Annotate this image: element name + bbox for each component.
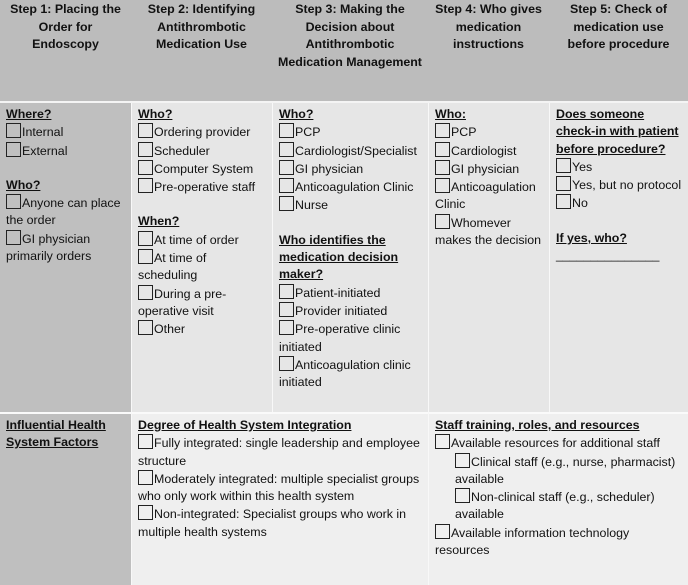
option-label: Internal xyxy=(22,125,64,140)
option-label: Cardiologist xyxy=(451,143,517,158)
step-5-cell xyxy=(549,103,688,412)
checkbox-icon[interactable] xyxy=(279,302,294,317)
checkbox-option[interactable] xyxy=(556,194,683,212)
checkbox-icon[interactable] xyxy=(6,230,21,245)
checkbox-option[interactable] xyxy=(435,488,683,524)
checkbox-option[interactable] xyxy=(6,123,126,141)
option-label: No xyxy=(572,196,588,211)
checkbox-option[interactable] xyxy=(435,142,544,160)
checkbox-icon[interactable] xyxy=(138,160,153,175)
option-label: Non-clinical staff (e.g., scheduler) available xyxy=(455,490,655,522)
option-label: Scheduler xyxy=(154,143,210,158)
section-heading: Who? xyxy=(6,177,41,192)
checkbox-option[interactable] xyxy=(435,453,683,489)
option-label: GI physician primarily orders xyxy=(6,231,92,264)
staff-cell xyxy=(428,412,688,585)
checkbox-icon[interactable] xyxy=(435,142,450,157)
option-label: GI physician xyxy=(295,161,364,176)
checkbox-icon[interactable] xyxy=(138,178,153,193)
checkbox-option[interactable] xyxy=(279,196,423,214)
checkbox-option[interactable] xyxy=(138,231,267,249)
checkbox-icon[interactable] xyxy=(138,231,153,246)
checkbox-icon[interactable] xyxy=(455,453,470,468)
option-label: Clinical staff (e.g., nurse, pharmacist) available xyxy=(455,454,676,486)
option-label: Computer System xyxy=(154,161,254,176)
checkbox-option[interactable] xyxy=(6,230,126,266)
checkbox-option[interactable] xyxy=(279,284,423,302)
checkbox-option[interactable] xyxy=(279,178,423,196)
option-label: During a pre-operative visit xyxy=(138,286,227,318)
step-4-cell xyxy=(428,103,549,412)
checkbox-icon[interactable] xyxy=(435,178,450,193)
section-heading: When? xyxy=(138,214,180,229)
checkbox-option[interactable] xyxy=(138,123,267,141)
checkbox-icon[interactable] xyxy=(279,284,294,299)
option-label: Anyone can place the order xyxy=(6,196,121,228)
option-label: Non-integrated: Specialist groups who work in multiple health systems xyxy=(138,507,407,539)
section-heading: Where? xyxy=(6,107,52,121)
option-label: Available resources for additional staff xyxy=(451,436,660,451)
checkbox-icon[interactable] xyxy=(435,434,450,449)
checkbox-option[interactable] xyxy=(435,160,544,178)
option-label: Fully integrated: single leadership and employee structure xyxy=(138,436,420,468)
checkbox-option[interactable] xyxy=(138,178,267,196)
checkbox-icon[interactable] xyxy=(138,142,153,157)
checkbox-option[interactable] xyxy=(435,123,544,141)
section-heading: Degree of Health System Integration xyxy=(138,418,352,432)
checkbox-icon[interactable] xyxy=(435,214,450,229)
spacer xyxy=(556,213,683,230)
checkbox-option[interactable] xyxy=(6,142,126,160)
checkbox-icon[interactable] xyxy=(138,434,153,449)
section-heading: Does someone check-in with patient before procedure? xyxy=(556,107,679,156)
checkbox-icon[interactable] xyxy=(6,194,21,209)
section-heading: Who: xyxy=(435,107,466,121)
checkbox-option[interactable] xyxy=(279,356,423,392)
option-label: PCP xyxy=(451,125,477,140)
checkbox-option[interactable] xyxy=(435,434,683,452)
checkbox-option[interactable] xyxy=(435,524,683,560)
factors-label-cell xyxy=(0,412,131,585)
checkbox-icon[interactable] xyxy=(6,123,21,138)
checkbox-icon[interactable] xyxy=(138,123,153,138)
step-2-header: Step 2: Identifying Antithrombotic Medication Use xyxy=(131,0,272,103)
checkbox-option[interactable] xyxy=(138,160,267,178)
checkbox-icon[interactable] xyxy=(138,470,153,485)
option-label: Patient-initiated xyxy=(295,285,381,300)
checkbox-option[interactable] xyxy=(435,178,544,214)
integration-cell xyxy=(131,412,428,585)
option-label: Moderately integrated: multiple specialist groups who only work within this health system xyxy=(138,471,420,504)
option-label: PCP xyxy=(295,125,321,140)
spacer xyxy=(138,196,267,213)
checkbox-option[interactable] xyxy=(138,249,267,285)
section-heading: If yes, who? xyxy=(556,230,627,245)
factors-label: Influential Health System Factors xyxy=(6,418,106,450)
option-label: GI physician xyxy=(451,161,520,176)
checkbox-option[interactable] xyxy=(138,434,423,470)
step-5-header: Step 5: Check of medication use before procedure xyxy=(549,0,688,103)
step-3-cell xyxy=(272,103,428,412)
checkbox-option[interactable] xyxy=(279,160,423,178)
option-label: Anticoagulation clinic initiated xyxy=(279,357,411,390)
section-heading: Who identifies the medication decision maker? xyxy=(279,232,399,282)
option-label: Yes xyxy=(572,159,593,174)
option-label: Pre-operative clinic initiated xyxy=(279,322,401,354)
checkbox-option[interactable] xyxy=(556,158,683,176)
option-label: Anticoagulation Clinic xyxy=(435,180,536,212)
checkbox-option[interactable] xyxy=(435,214,544,250)
answer-blank[interactable]: _______________ xyxy=(556,248,660,263)
section-heading: Who? xyxy=(279,107,314,121)
checkbox-icon[interactable] xyxy=(279,178,294,193)
checkbox-icon[interactable] xyxy=(556,158,571,173)
checkbox-icon[interactable] xyxy=(279,142,294,157)
checkbox-option[interactable] xyxy=(138,142,267,160)
option-label: Other xyxy=(154,322,185,337)
option-label: At time of scheduling xyxy=(138,251,207,283)
checkbox-icon[interactable] xyxy=(279,160,294,175)
checkbox-option[interactable] xyxy=(556,176,683,194)
option-label: Whomever makes the decision xyxy=(435,215,542,248)
checkbox-icon[interactable] xyxy=(138,249,153,264)
step-3-header: Step 3: Making the Decision about Antithrombotic Medication Management xyxy=(272,0,428,103)
option-label: Anticoagulation Clinic xyxy=(295,180,414,195)
checkbox-icon[interactable] xyxy=(279,356,294,371)
checkbox-option[interactable] xyxy=(279,320,423,356)
option-label: Available information technology resources xyxy=(435,525,630,558)
checkbox-icon[interactable] xyxy=(435,123,450,138)
step-2-cell xyxy=(131,103,272,412)
checkbox-option[interactable] xyxy=(279,123,423,141)
checkbox-icon[interactable] xyxy=(279,320,294,335)
step-4-header: Step 4: Who gives medication instructions xyxy=(428,0,549,103)
step-1-cell xyxy=(0,103,131,412)
checkbox-option[interactable] xyxy=(279,302,423,320)
option-label: Provider initiated xyxy=(295,303,388,318)
checkbox-option[interactable] xyxy=(279,142,423,160)
option-label: Pre-operative staff xyxy=(154,180,256,195)
section-heading: Staff training, roles, and resources xyxy=(435,418,640,432)
option-label: Cardiologist/Specialist xyxy=(295,143,417,158)
spacer xyxy=(6,160,126,177)
checkbox-icon[interactable] xyxy=(279,196,294,211)
option-label: Yes, but no protocol xyxy=(572,178,682,193)
checkbox-option[interactable] xyxy=(6,194,126,230)
checkbox-icon[interactable] xyxy=(138,505,153,520)
spacer xyxy=(279,215,423,232)
option-label: Nurse xyxy=(295,198,329,213)
checkbox-option[interactable] xyxy=(138,470,423,506)
checkbox-icon[interactable] xyxy=(279,123,294,138)
checkbox-option[interactable] xyxy=(138,505,423,541)
checkbox-icon[interactable] xyxy=(556,176,571,191)
option-label: At time of order xyxy=(154,232,239,247)
checkbox-icon[interactable] xyxy=(138,285,153,300)
option-label: External xyxy=(22,143,68,158)
checkbox-icon[interactable] xyxy=(435,524,450,539)
option-label: Ordering provider xyxy=(154,125,251,140)
checkbox-icon[interactable] xyxy=(435,160,450,175)
section-heading: Who? xyxy=(138,107,173,121)
checkbox-icon[interactable] xyxy=(6,142,21,157)
checkbox-icon[interactable] xyxy=(455,488,470,503)
step-1-header: Step 1: Placing the Order for Endoscopy xyxy=(0,0,131,103)
checkbox-option[interactable] xyxy=(138,320,267,338)
checkbox-icon[interactable] xyxy=(556,194,571,209)
checkbox-icon[interactable] xyxy=(138,320,153,335)
checkbox-option[interactable] xyxy=(138,285,267,321)
